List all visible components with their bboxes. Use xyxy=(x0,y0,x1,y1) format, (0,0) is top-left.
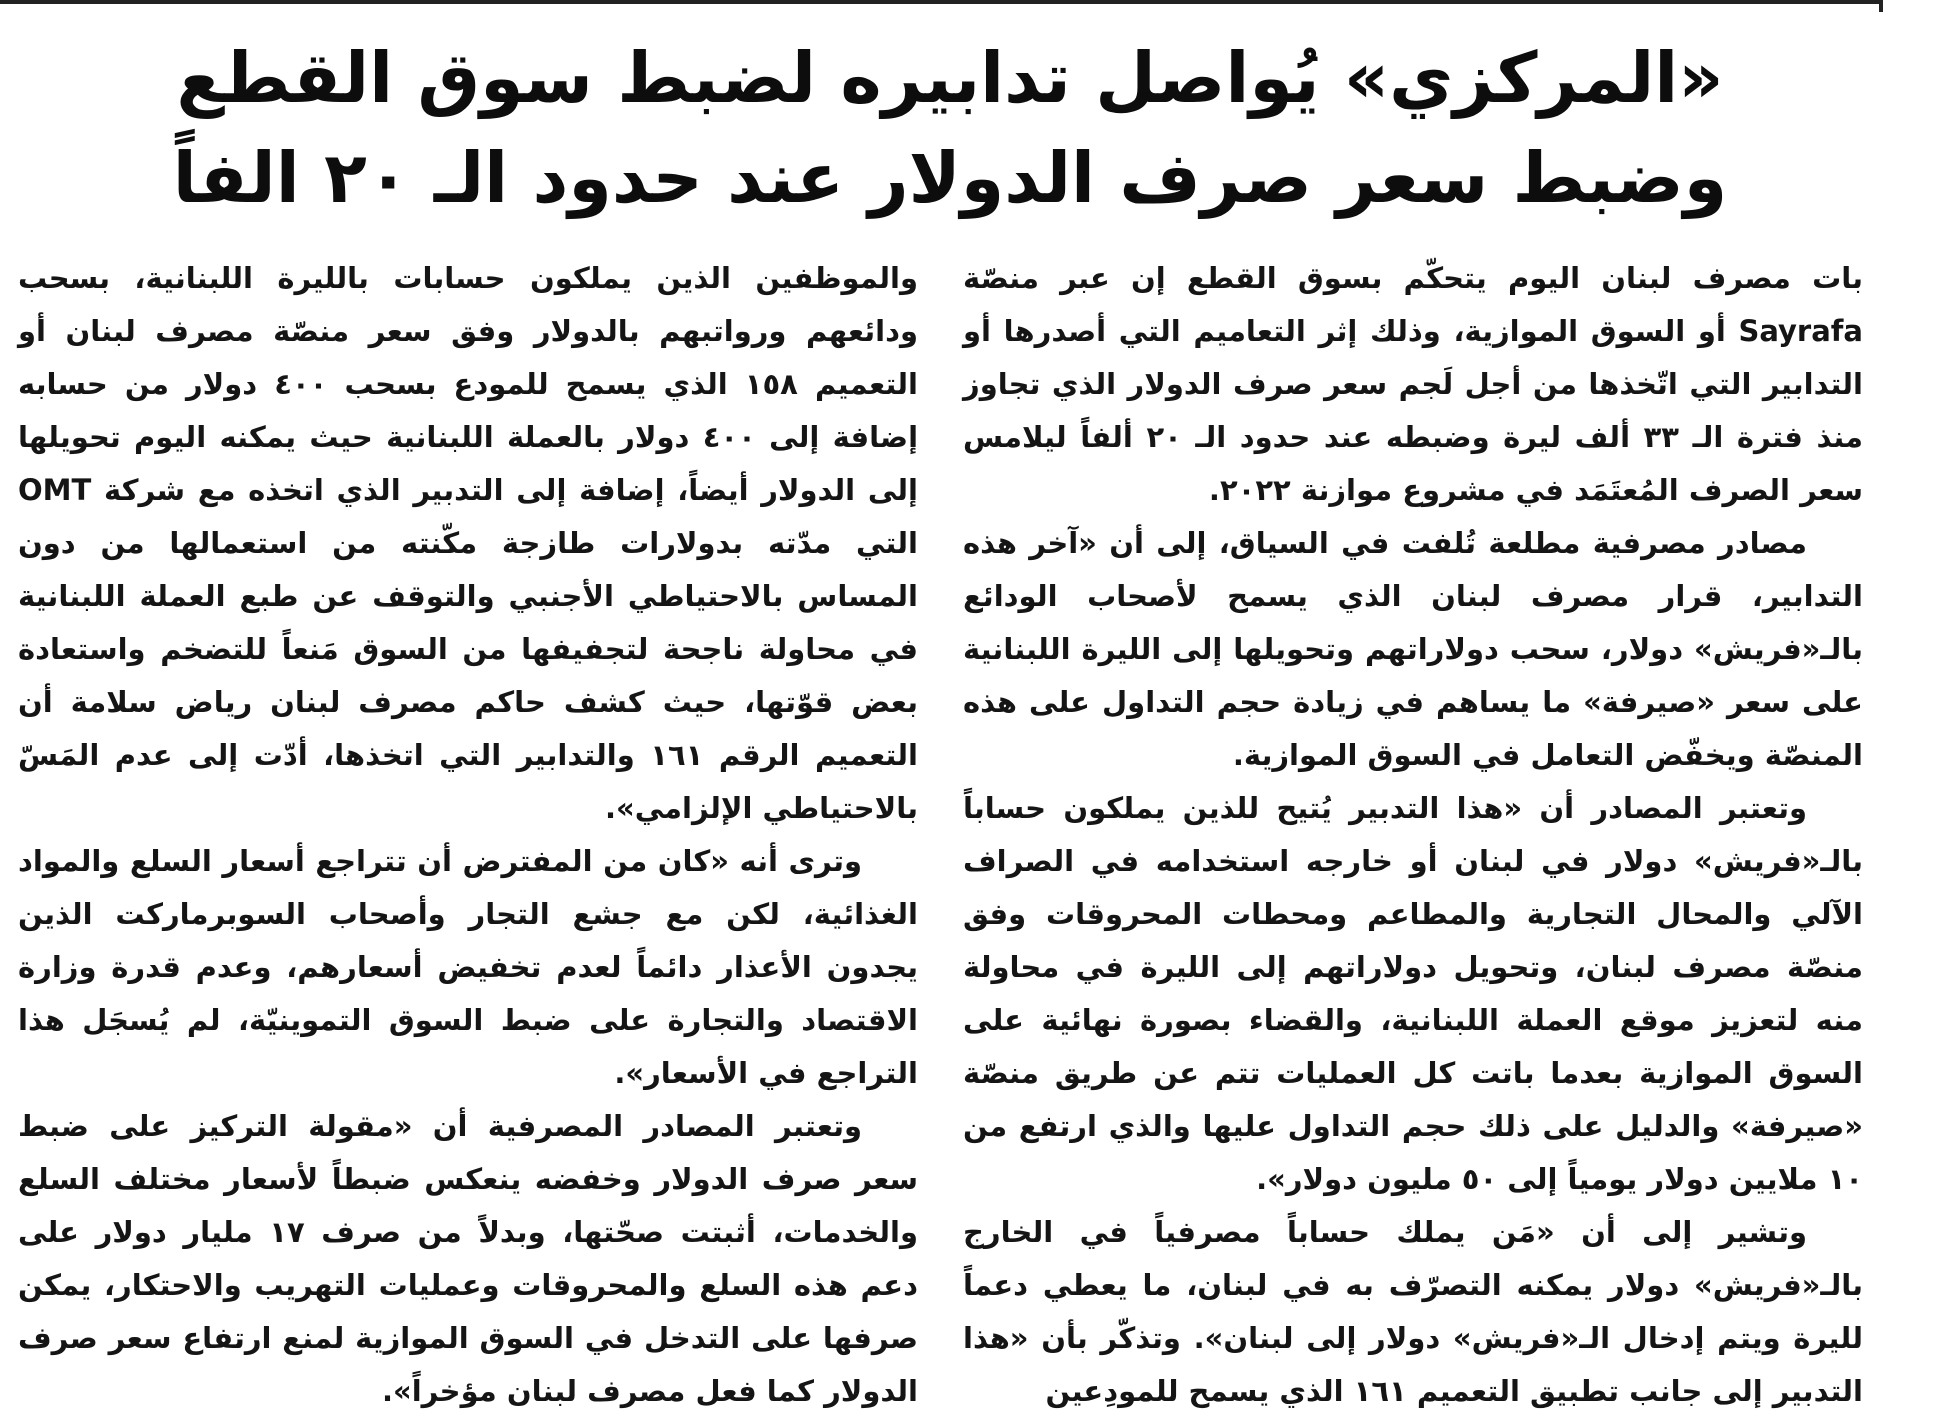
headline-line-1: «المركزي» يُواصل تدابيره لضبط سوق القطع xyxy=(176,37,1724,119)
headline-line-2: وضبط سعر صرف الدولار عند حدود الـ ٢٠ الفاً xyxy=(172,137,1728,219)
paragraph: مصادر مصرفية مطلعة تُلفت في السياق، إلى أن «آخر هذه التدابير، قرار مصرف لبنان الذي يسمح لأصحاب الودائع بالـ«فريش» دولار، سحب دولاراتهم وتحويلها إلى الليرة اللبنانية على سعر «صيرفة» ما يساهم في زيادة حجم التداول على هذه المنصّة ويخفّض التعامل في السوق الموازية. xyxy=(963,526,1863,772)
right-column xyxy=(963,252,1864,1408)
paragraph: بات مصرف لبنان اليوم يتحكّم بسوق القطع إن عبر منصّة Sayrafa أو السوق الموازية، وذلك إثر التعاميم التي أصدرها أو التدابير التي اتّخذها من أجل لَجم سعر صرف الدولار الذي تجاوز منذ فترة الـ ٣٣ ألف ليرة وضبطه عند حدود الـ ٢٠ ألفاً ليلامس سعر الصرف المُعتَمَد في مشروع موازنة ٢٠٢٢. xyxy=(963,261,1864,507)
left-column xyxy=(18,252,919,1408)
article-body xyxy=(18,252,1864,1408)
article-headline xyxy=(60,28,1840,228)
corner-rule xyxy=(1879,0,1883,12)
paragraph: وتعتبر المصادر أن «هذا التدبير يُتيح للذين يملكون حساباً بالـ«فريش» دولار في لبنان أو خارجه استخدامه في الصراف الآلي والمحال التجارية والمطاعم ومحطات المحروقات وفق منصّة مصرف لبنان، وتحويل دولاراتهم إلى الليرة في محاولة منه لتعزيز موقع العملة اللبنانية، والقضاء بصورة نهائية على السوق الموازية بعدما باتت كل العمليات تتم عن طريق منصّة «صيرفة» والدليل على ذلك حجم التداول عليها والذي ارتفع من ١٠ ملايين دولار يومياً إلى ٥٠ مليون دولار». xyxy=(963,791,1863,1196)
paragraph: وترى أنه «كان من المفترض أن تتراجع أسعار السلع والمواد الغذائية، لكن مع جشع التجار وأصحاب السوبرماركت الذين يجدون الأعذار دائماً لعدم تخفيض أسعارهم، وعدم قدرة وزارة الاقتصاد والتجارة على ضبط السوق التموينيّة، لم يُسجَل هذا التراجع في الأسعار». xyxy=(18,844,918,1090)
top-rule xyxy=(0,0,1883,4)
paragraph: وتعتبر المصادر المصرفية أن «مقولة التركيز على ضبط سعر صرف الدولار وخفضه ينعكس ضبطاً لأسعار مختلف السلع والخدمات، أثبتت صحّتها، وبدلاً من صرف ١٧ مليار دولار على دعم هذه السلع والمحروقات وعمليات التهريب والاحتكار، يمكن صرفها على التدخل في السوق الموازية لمنع ارتفاع سعر صرف الدولار كما فعل مصرف لبنان مؤخراً». xyxy=(18,1109,918,1408)
paragraph: وتشير إلى أن «مَن يملك حساباً مصرفياً في الخارج بالـ«فريش» دولار يمكنه التصرّف به في لبنان، ما يعطي دعماً لليرة ويتم إدخال الـ«فريش» دولار إلى لبنان». وتذكّر بأن «هذا التدبير إلى جانب تطبيق التعميم ١٦١ الذي يسمح للمودِعين xyxy=(963,1215,1863,1408)
paragraph: والموظفين الذين يملكون حسابات بالليرة اللبنانية، بسحب ودائعهم ورواتبهم بالدولار وفق سعر منصّة مصرف لبنان أو التعميم ١٥٨ الذي يسمح للمودع بسحب ٤٠٠ دولار من حسابه إضافة إلى ٤٠٠ دولار بالعملة اللبنانية حيث يمكنه اليوم تحويلها إلى الدولار أيضاً، إضافة إلى التدبير الذي اتخذه مع شركة OMT التي مدّته بدولارات طازجة مكّنته من استعمالها من دون المساس بالاحتياطي الأجنبي والتوقف عن طبع العملة اللبنانية في محاولة ناجحة لتجفيفها من السوق مَنعاً للتضخم واستعادة بعض قوّتها، حيث كشف حاكم مصرف لبنان رياض سلامة أن التعميم الرقم ١٦١ والتدابير التي اتخذها، أدّت إلى عدم المَسّ بالاحتياطي الإلزامي». xyxy=(18,261,919,825)
